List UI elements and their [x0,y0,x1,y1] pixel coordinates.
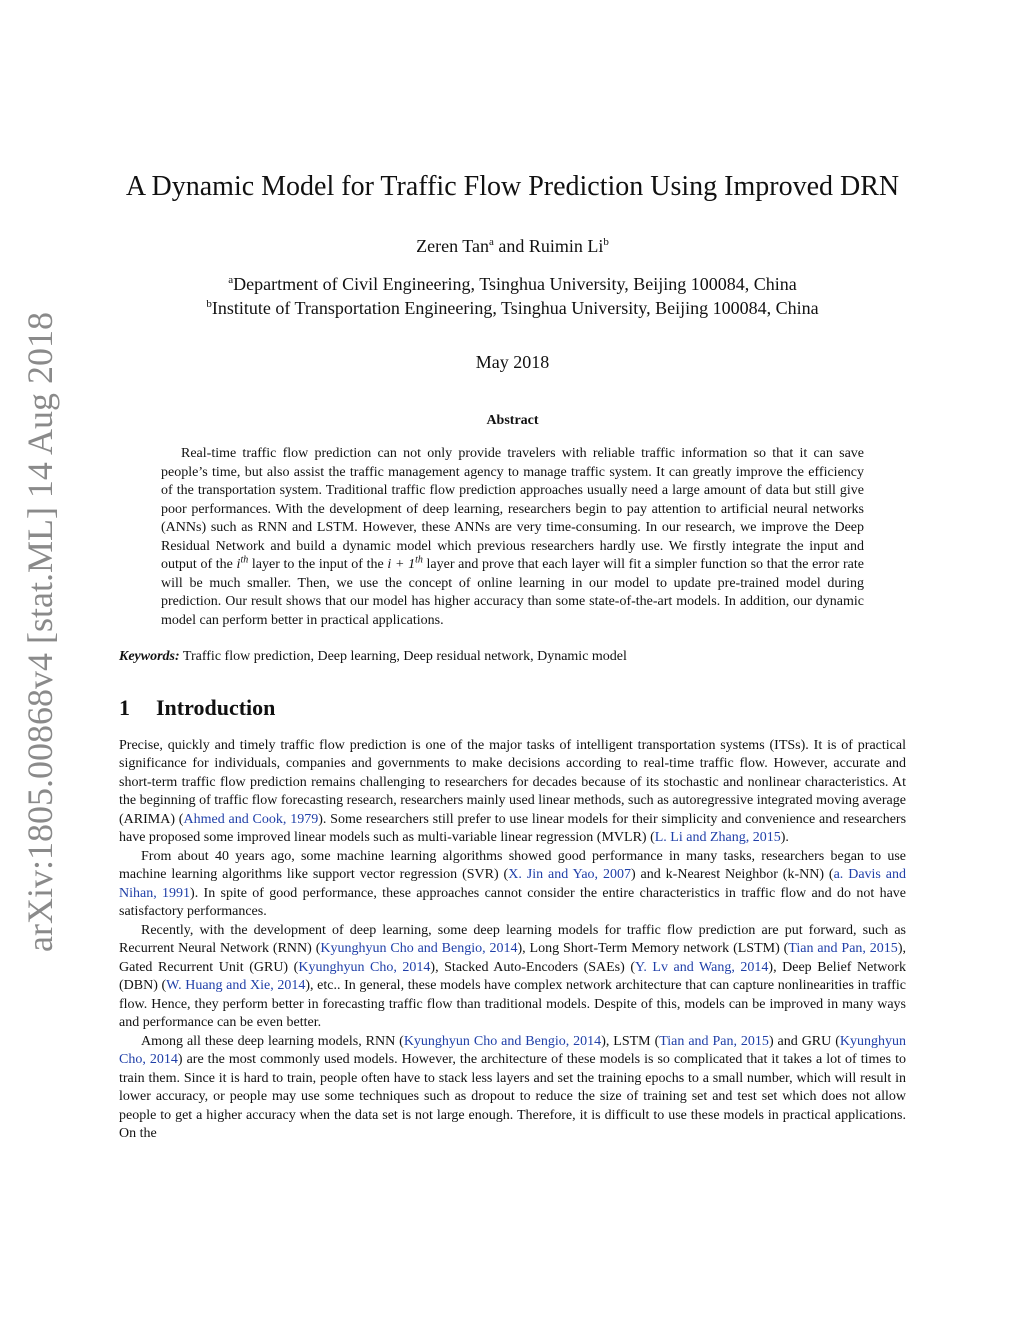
citation-link[interactable]: X. Jin and Yao, 2007 [508,867,631,882]
author-name: Ruimin Li [528,236,604,256]
citation-link[interactable]: Kyunghyun Cho, 2014 [119,1033,906,1067]
section-heading [119,695,906,721]
author-joiner: and [498,236,525,256]
paragraph-text: Recently, with the development of deep learning, some deep learning models for traffic flow prediction are put forward, such as Recurrent Neural Network (RNN) ( [119,922,906,956]
section-title: Introduction [156,694,276,720]
math-i-plus-1 [387,554,423,572]
citation-link[interactable]: Kyunghyun Cho, 2014 [298,959,431,975]
paragraph-text: ) and GRU ( [768,1033,840,1049]
paragraph-text: Precise, quickly and timely traffic flow prediction is one of the major tasks of intelligent transportation systems (ITSs). It is of practical significance for individuals, companies and governments to make decisions according to real-time traffic flow. However, accurate and short-term traffic flow prediction remains challenging to researchers for decades because of its stochastic and nonlinear characteristics. At the beginning of traffic flow forecasting research, researchers mainly used linear methods, such as autoregressive integrated moving average (ARIMA) ( [119,737,906,827]
keywords [119,648,906,667]
abstract-text: layer and prove that each layer will fit a simpler function so that the error rate will be much smaller. Then, we use the concept of online learning in our model to update pre-trained model during prediction. Our result shows that our model has higher accuracy than some state-of-the-art models. In addition, our dynamic model can perform better in practical applications. [161,557,864,628]
citation-link[interactable]: a. Davis and Nihan, 1991 [119,867,906,901]
keywords-text: Traffic flow prediction, Deep learning, Deep residual network, Dynamic model [182,649,627,664]
citation-link[interactable]: Kyunghyun Cho and Bengio, 2014 [320,941,518,956]
paragraph-text: ), Stacked Auto-Encoders (SAEs) ( [430,959,636,975]
publication-date: May 2018 [475,352,550,372]
affiliation-text: Department of Civil Engineering, Tsinghua University, Beijing 100084, China [233,274,797,294]
abstract-text: layer to the input of the [248,557,388,572]
paragraph-text: ) are the most commonly used models. However, the architecture of these models is so complicated that it takes a lot of times to train them. Since it is hard to train, people often have to stack less layers and set the training epochs to a small number, which will result in lower accuracy, or people may use some techniques such as dropout to reduce the size of training set and test set which does not allow people to get a higher accuracy when the data set is not large enough. Therefore, it is difficult to use these models in practical applications. On the [119,1052,907,1141]
affiliations [119,272,906,320]
citation-link[interactable]: Tian and Pan, 2015 [659,1033,769,1049]
citation-link[interactable]: Y. Lv and Wang, 2014 [635,959,769,975]
paper-title: A Dynamic Model for Traffic Flow Prediction Using Improved DRN [125,171,900,202]
arxiv-identifier-stamp: arXiv:1805.00868v4 [stat.ML] 14 Aug 2018 [20,312,60,952]
paragraph-text: Among all these deep learning models, RNN ( [141,1033,404,1049]
section-number: 1 [119,694,130,720]
affiliation-marker: a [488,236,494,248]
math-symbol: i [236,557,241,572]
math-superscript: th [415,554,423,566]
paragraph-text: ). [780,830,789,845]
intro-paragraph [119,848,906,922]
affiliation-marker: a [228,274,234,286]
abstract-heading: Abstract [486,413,539,428]
citation-link[interactable]: Ahmed and Cook, 1979 [183,811,319,827]
keywords-label: Keywords: [119,649,180,664]
abstract-text: Real-time traffic flow prediction can not only provide travelers with reliable traffic information so that it can save people’s time, but also assist the traffic management agency to manage traffic system. It can greatly improve the efficiency of the transportation system. Traditional traffic flow prediction approaches usually need a large amount of data but still give poor performances. With the development of deep learning, researchers begin to pay attention to artificial neural networks (ANNs) such as RNN and LSTM. However, these ANNs are very time-consuming. In our research, we improve the Deep Residual Network and build a dynamic model which previous researchers hardly use. We firstly integrate the input and output of the [161,446,864,572]
citation-link[interactable]: Kyunghyun Cho and Bengio, 2014 [403,1033,602,1049]
paragraph-text: ) and k-Nearest Neighbor (k-NN) ( [630,867,834,882]
paragraph-text: ), LSTM ( [601,1033,660,1049]
math-superscript: th [240,554,249,566]
citation-link[interactable]: Tian and Pan, 2015 [788,941,898,956]
paragraph-text: ), Deep Belief Network (DBN) ( [119,959,907,993]
paragraph-text: From about 40 years ago, some machine learning algorithms showed good performance in many tasks, researchers began to use machine learning algorithms like support vector regression (SVR) ( [119,848,906,882]
affiliation-text: Institute of Transportation Engineering, Tsinghua University, Beijing 100084, China [211,298,819,318]
intro-paragraph [119,922,906,1033]
paragraph-text: ). In spite of good performance, these approaches cannot consider the entire characteristics in traffic flow and do not have satisfactory performances. [119,885,906,919]
paragraph-text: ), Long Short-Term Memory network (LSTM) ( [517,941,789,956]
math-i [236,554,249,572]
intro-paragraph [119,1033,906,1144]
abstract-body [161,445,864,630]
paragraph-text: ), etc.. In general, these models have complex network architecture that can capture nonlinearities in traffic flow. Hence, they perform better in forecasting traffic flow than traditional models. Despite of this, models can be improved in many ways and performance can be even better. [119,978,906,1030]
affiliation-marker: b [603,236,609,248]
affiliation-line [119,272,906,296]
affiliation-line [119,296,906,320]
citation-link[interactable]: L. Li and Zhang, 2015 [654,830,781,845]
paragraph-text: ), Gated Recurrent Unit (GRU) ( [119,941,906,975]
intro-paragraph [119,737,906,848]
citation-link[interactable]: W. Huang and Xie, 2014 [166,978,306,993]
affiliation-marker: b [206,298,212,310]
paper-page [119,170,906,1144]
author-name: Zeren Tan [416,236,489,256]
math-symbol: i + 1 [387,557,416,572]
paragraph-text: ). Some researchers still prefer to use linear models for their simplicity and convenience and researchers have proposed some improved linear models such as multi-variable linear regression (MVLR) ( [119,811,907,845]
author-line [119,234,906,258]
